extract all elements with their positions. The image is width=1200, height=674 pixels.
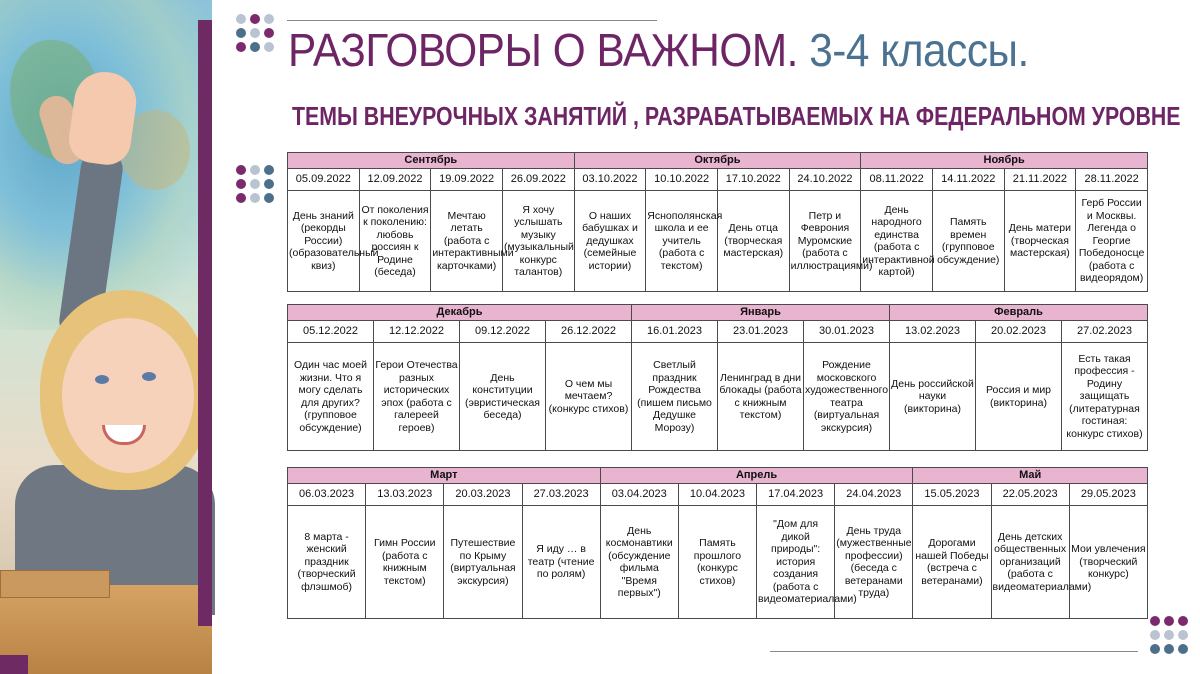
month-header: Апрель — [600, 468, 913, 484]
page-subtitle: ТЕМЫ ВНЕУРОЧНЫХ ЗАНЯТИЙ , РАЗРАБАТЫВАЕМЫХ НА ФЕДЕРАЛЬНОМ УРОВНЕ — [292, 101, 1181, 131]
page-title — [288, 22, 1029, 78]
lesson-date: 08.11.2022 — [861, 169, 933, 191]
lesson-date: 21.11.2022 — [1004, 169, 1076, 191]
lesson-topic: Мои увлечения (творческий конкурс) — [1069, 506, 1147, 619]
month-header-row — [288, 468, 1148, 484]
lesson-topic: Память времен (групповое обсуждение) — [932, 191, 1004, 292]
lesson-topic: Россия и мир (викторина) — [976, 343, 1062, 451]
lesson-date: 28.11.2022 — [1076, 169, 1148, 191]
lesson-topic: День детских общественных организаций (работа с видеоматериалами) — [991, 506, 1069, 619]
month-header: Февраль — [890, 305, 1148, 321]
month-header: Январь — [632, 305, 890, 321]
lesson-date: 09.12.2022 — [460, 321, 546, 343]
decorative-dots-top — [236, 14, 274, 52]
school-desk — [0, 585, 212, 674]
lesson-topic: Я иду … в театр (чтение по ролям) — [522, 506, 600, 619]
lesson-topic: День народного единства (работа с интерактивной картой) — [861, 191, 933, 292]
lesson-date: 24.04.2023 — [835, 484, 913, 506]
lesson-date: 27.02.2023 — [1062, 321, 1148, 343]
topic-row — [288, 343, 1148, 451]
lesson-topic: 8 марта - женский праздник (творческий флэшмоб) — [288, 506, 366, 619]
month-header: Октябрь — [574, 153, 861, 169]
lesson-date: 05.09.2022 — [288, 169, 360, 191]
lesson-topic: Гимн России (работа с книжным текстом) — [366, 506, 444, 619]
lesson-topic: От поколения к поколению: любовь россиян к Родине (беседа) — [359, 191, 431, 292]
schedule-table-winter — [287, 304, 1148, 451]
month-header: Сентябрь — [288, 153, 575, 169]
purple-accent-corner — [0, 655, 28, 674]
lesson-date: 19.09.2022 — [431, 169, 503, 191]
lesson-topic: О чем мы мечтаем? (конкурс стихов) — [546, 343, 632, 451]
lesson-date: 20.02.2023 — [976, 321, 1062, 343]
month-header-row — [288, 305, 1148, 321]
purple-accent-bar — [198, 20, 212, 626]
topic-row — [288, 191, 1148, 292]
lesson-topic: День отца (творческая мастерская) — [717, 191, 789, 292]
lesson-date: 10.04.2023 — [678, 484, 756, 506]
lesson-date: 26.12.2022 — [546, 321, 632, 343]
lesson-topic: Петр и Феврония Муромские (работа с иллюстрациями) — [789, 191, 861, 292]
lesson-date: 03.04.2023 — [600, 484, 678, 506]
bottom-divider-line — [770, 651, 1138, 652]
girl-face — [62, 318, 194, 473]
girl-eye — [95, 375, 109, 384]
lesson-topic: Яснополянская школа и ее учитель (работа с текстом) — [646, 191, 718, 292]
lesson-date: 27.03.2023 — [522, 484, 600, 506]
lesson-date: 14.11.2022 — [932, 169, 1004, 191]
lesson-date: 06.03.2023 — [288, 484, 366, 506]
school-girl-photo — [0, 0, 212, 674]
lesson-topic: День российской науки (викторина) — [890, 343, 976, 451]
lesson-date: 13.03.2023 — [366, 484, 444, 506]
book — [0, 570, 110, 598]
lesson-date: 17.10.2022 — [717, 169, 789, 191]
lesson-date: 22.05.2023 — [991, 484, 1069, 506]
lesson-date: 12.12.2022 — [374, 321, 460, 343]
lesson-topic: Герои Отечества разных исторических эпох (работа с галереей героев) — [374, 343, 460, 451]
lesson-date: 30.01.2023 — [804, 321, 890, 343]
month-header: Март — [288, 468, 601, 484]
lesson-topic: Есть такая профессия - Родину защищать (литературная гостиная: конкурс стихов) — [1062, 343, 1148, 451]
lesson-topic: Светлый праздник Рождества (пишем письмо Дедушке Морозу) — [632, 343, 718, 451]
month-header: Ноябрь — [861, 153, 1148, 169]
date-row — [288, 169, 1148, 191]
date-row — [288, 484, 1148, 506]
schedule-table-spring — [287, 467, 1148, 619]
schedule-table-autumn — [287, 152, 1148, 292]
lesson-topic: "Дом для дикой природы": история создания (работа с видеоматериалами) — [757, 506, 835, 619]
lesson-date: 20.03.2023 — [444, 484, 522, 506]
lesson-date: 05.12.2022 — [288, 321, 374, 343]
lesson-date: 15.05.2023 — [913, 484, 991, 506]
month-header-row — [288, 153, 1148, 169]
lesson-topic: Я хочу услышать музыку (музыкальный конкурс талантов) — [502, 191, 574, 292]
title-main: РАЗГОВОРЫ О ВАЖНОМ. — [288, 24, 798, 76]
lesson-date: 12.09.2022 — [359, 169, 431, 191]
decorative-dots-bottom — [1150, 616, 1188, 654]
lesson-date: 26.09.2022 — [502, 169, 574, 191]
month-header: Декабрь — [288, 305, 632, 321]
lesson-topic: День знаний (рекорды России) (образовательный квиз) — [288, 191, 360, 292]
title-grade: 3-4 классы. — [809, 24, 1029, 76]
lesson-topic: День матери (творческая мастерская) — [1004, 191, 1076, 292]
month-header: Май — [913, 468, 1148, 484]
lesson-date: 24.10.2022 — [789, 169, 861, 191]
lesson-topic: Мечтаю летать (работа с интерактивными карточками) — [431, 191, 503, 292]
top-divider-line — [287, 20, 657, 21]
date-row — [288, 321, 1148, 343]
lesson-date: 16.01.2023 — [632, 321, 718, 343]
decorative-dots-middle — [236, 165, 274, 203]
lesson-topic: Путешествие по Крыму (виртуальная экскурсия) — [444, 506, 522, 619]
lesson-topic: Один час моей жизни. Что я могу сделать для других? (групповое обсуждение) — [288, 343, 374, 451]
lesson-topic: Герб России и Москвы. Легенда о Георгие Победоносце (работа с видеорядом) — [1076, 191, 1148, 292]
lesson-topic: Дорогами нашей Победы (встреча с ветеранами) — [913, 506, 991, 619]
lesson-date: 23.01.2023 — [718, 321, 804, 343]
lesson-topic: Ленинград в дни блокады (работа с книжным текстом) — [718, 343, 804, 451]
lesson-date: 29.05.2023 — [1069, 484, 1147, 506]
lesson-topic: Память прошлого (конкурс стихов) — [678, 506, 756, 619]
lesson-date: 13.02.2023 — [890, 321, 976, 343]
lesson-topic: Рождение московского художественного театра (виртуальная экскурсия) — [804, 343, 890, 451]
lesson-topic: О наших бабушках и дедушках (семейные истории) — [574, 191, 646, 292]
lesson-date: 03.10.2022 — [574, 169, 646, 191]
lesson-topic: День конституции (эвристическая беседа) — [460, 343, 546, 451]
lesson-date: 10.10.2022 — [646, 169, 718, 191]
girl-eye — [142, 372, 156, 381]
lesson-topic: День космонавтики (обсуждение фильма "Время первых") — [600, 506, 678, 619]
topic-row — [288, 506, 1148, 619]
lesson-date: 17.04.2023 — [757, 484, 835, 506]
lesson-topic: День труда (мужественные профессии) (беседа с ветеранами труда) — [835, 506, 913, 619]
